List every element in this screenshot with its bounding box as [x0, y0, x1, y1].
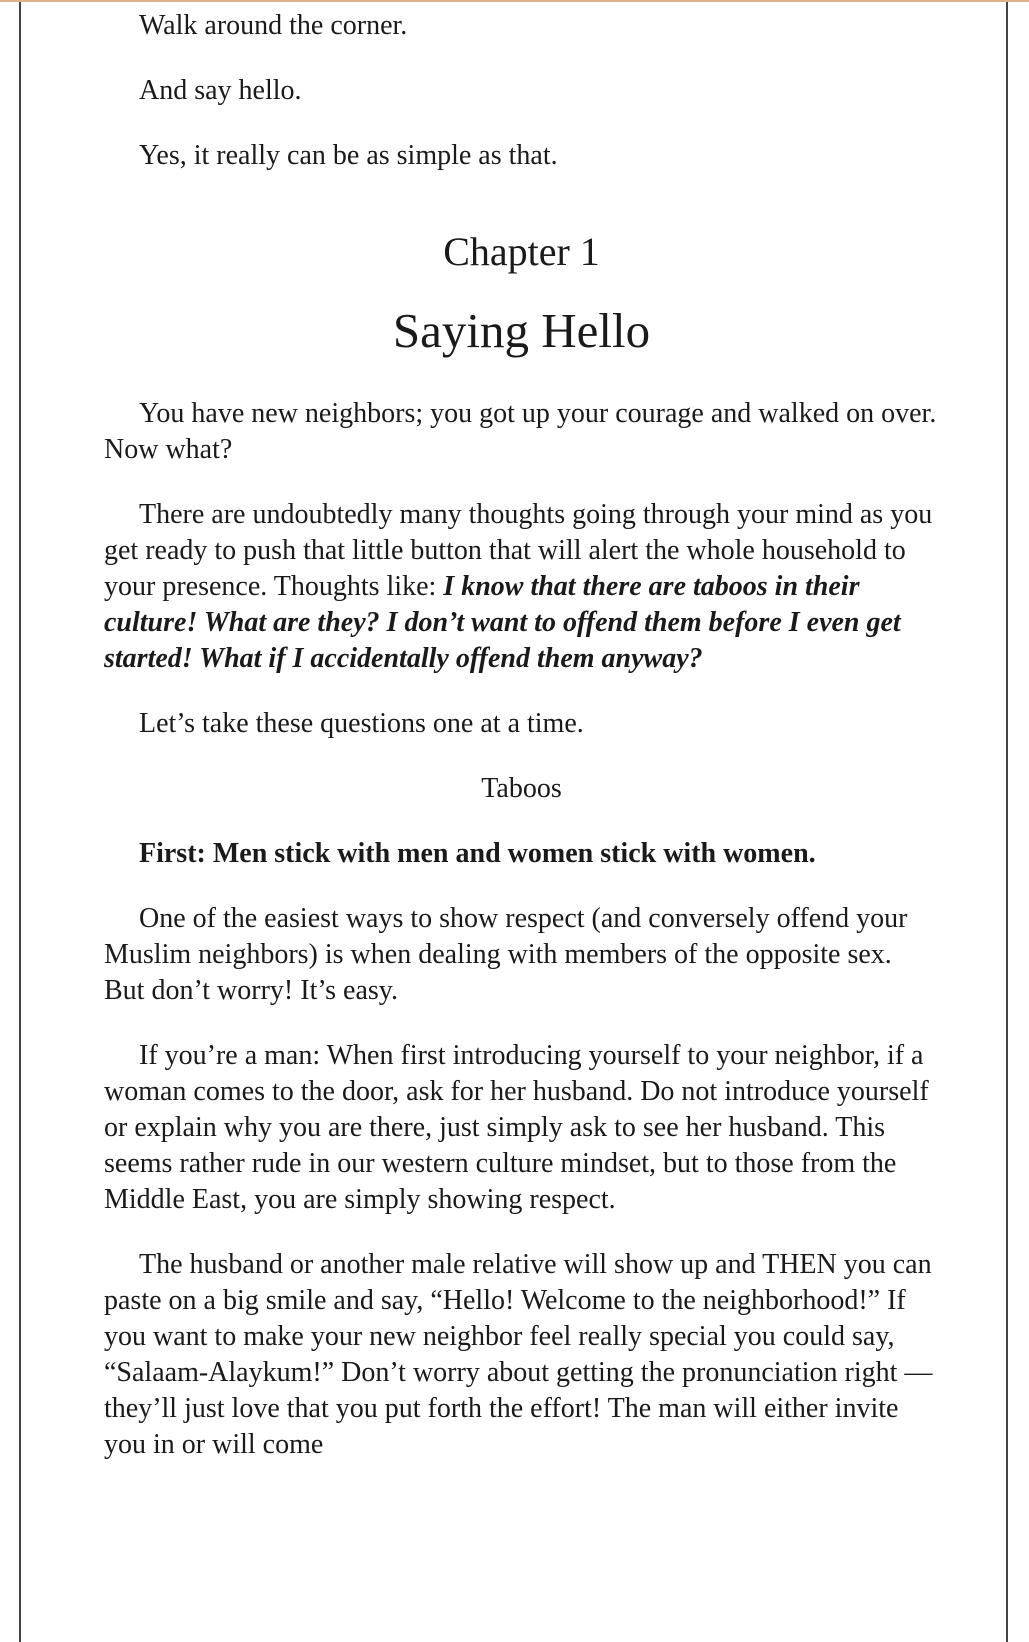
chapter-title: Saying Hello [392, 303, 651, 358]
paragraph-husband: The husband or another male relative will show up and THEN you can paste on a big smile and say, “Hello! Welcome to the neighborhood!” If you want to make your new neighbor feel really special you could say, “Salaam-Alaykum!” Don’t worry about getting the pronunciation right —they’ll just love that you put forth the effort! The man will either invite you in or will come [104, 1249, 933, 1460]
intro-line-1: Walk around the corner. [139, 10, 408, 41]
chapter-number: Chapter 1 [443, 229, 600, 274]
rule-first: First: Men stick with men and women stick with women. [139, 838, 816, 869]
paragraph-intro: You have new neighbors; you got up your courage and walked on over. Now what? [104, 398, 937, 465]
paragraph-thoughts-emphasis: I know that there are taboos in their culture! What are they? I don’t want to offend them before I even get started! What if I accidentally offend them anyway? [104, 571, 901, 674]
section-heading: Taboos [481, 773, 562, 804]
intro-line-3: Yes, it really can be as simple as that. [139, 140, 558, 171]
paragraph-one-at-a-time: Let’s take these questions one at a time. [139, 708, 584, 739]
intro-line-2: And say hello. [139, 75, 302, 106]
paragraph-if-man: If you’re a man: When first introducing yourself to your neighbor, if a woman comes to the door, ask for her husband. Do not introduce yourself or explain why you are there, just simply ask to see her husband. This seems rather rude in our western culture mindset, but to those from the Middle East, you are simply showing respect. [104, 1040, 929, 1215]
book-page [19, 2, 1008, 1642]
paragraph-thoughts [104, 497, 939, 677]
paragraph-thoughts-text: There are undoubtedly many thoughts going through your mind as you get ready to push that little button that will alert the whole household to your presence. Thoughts like: [104, 499, 933, 602]
paragraph-respect: One of the easiest ways to show respect (and conversely offend your Muslim neighbors) is when dealing with members of the opposite sex. But don’t worry! It’s easy. [104, 903, 908, 1006]
page-content [104, 2, 939, 1463]
